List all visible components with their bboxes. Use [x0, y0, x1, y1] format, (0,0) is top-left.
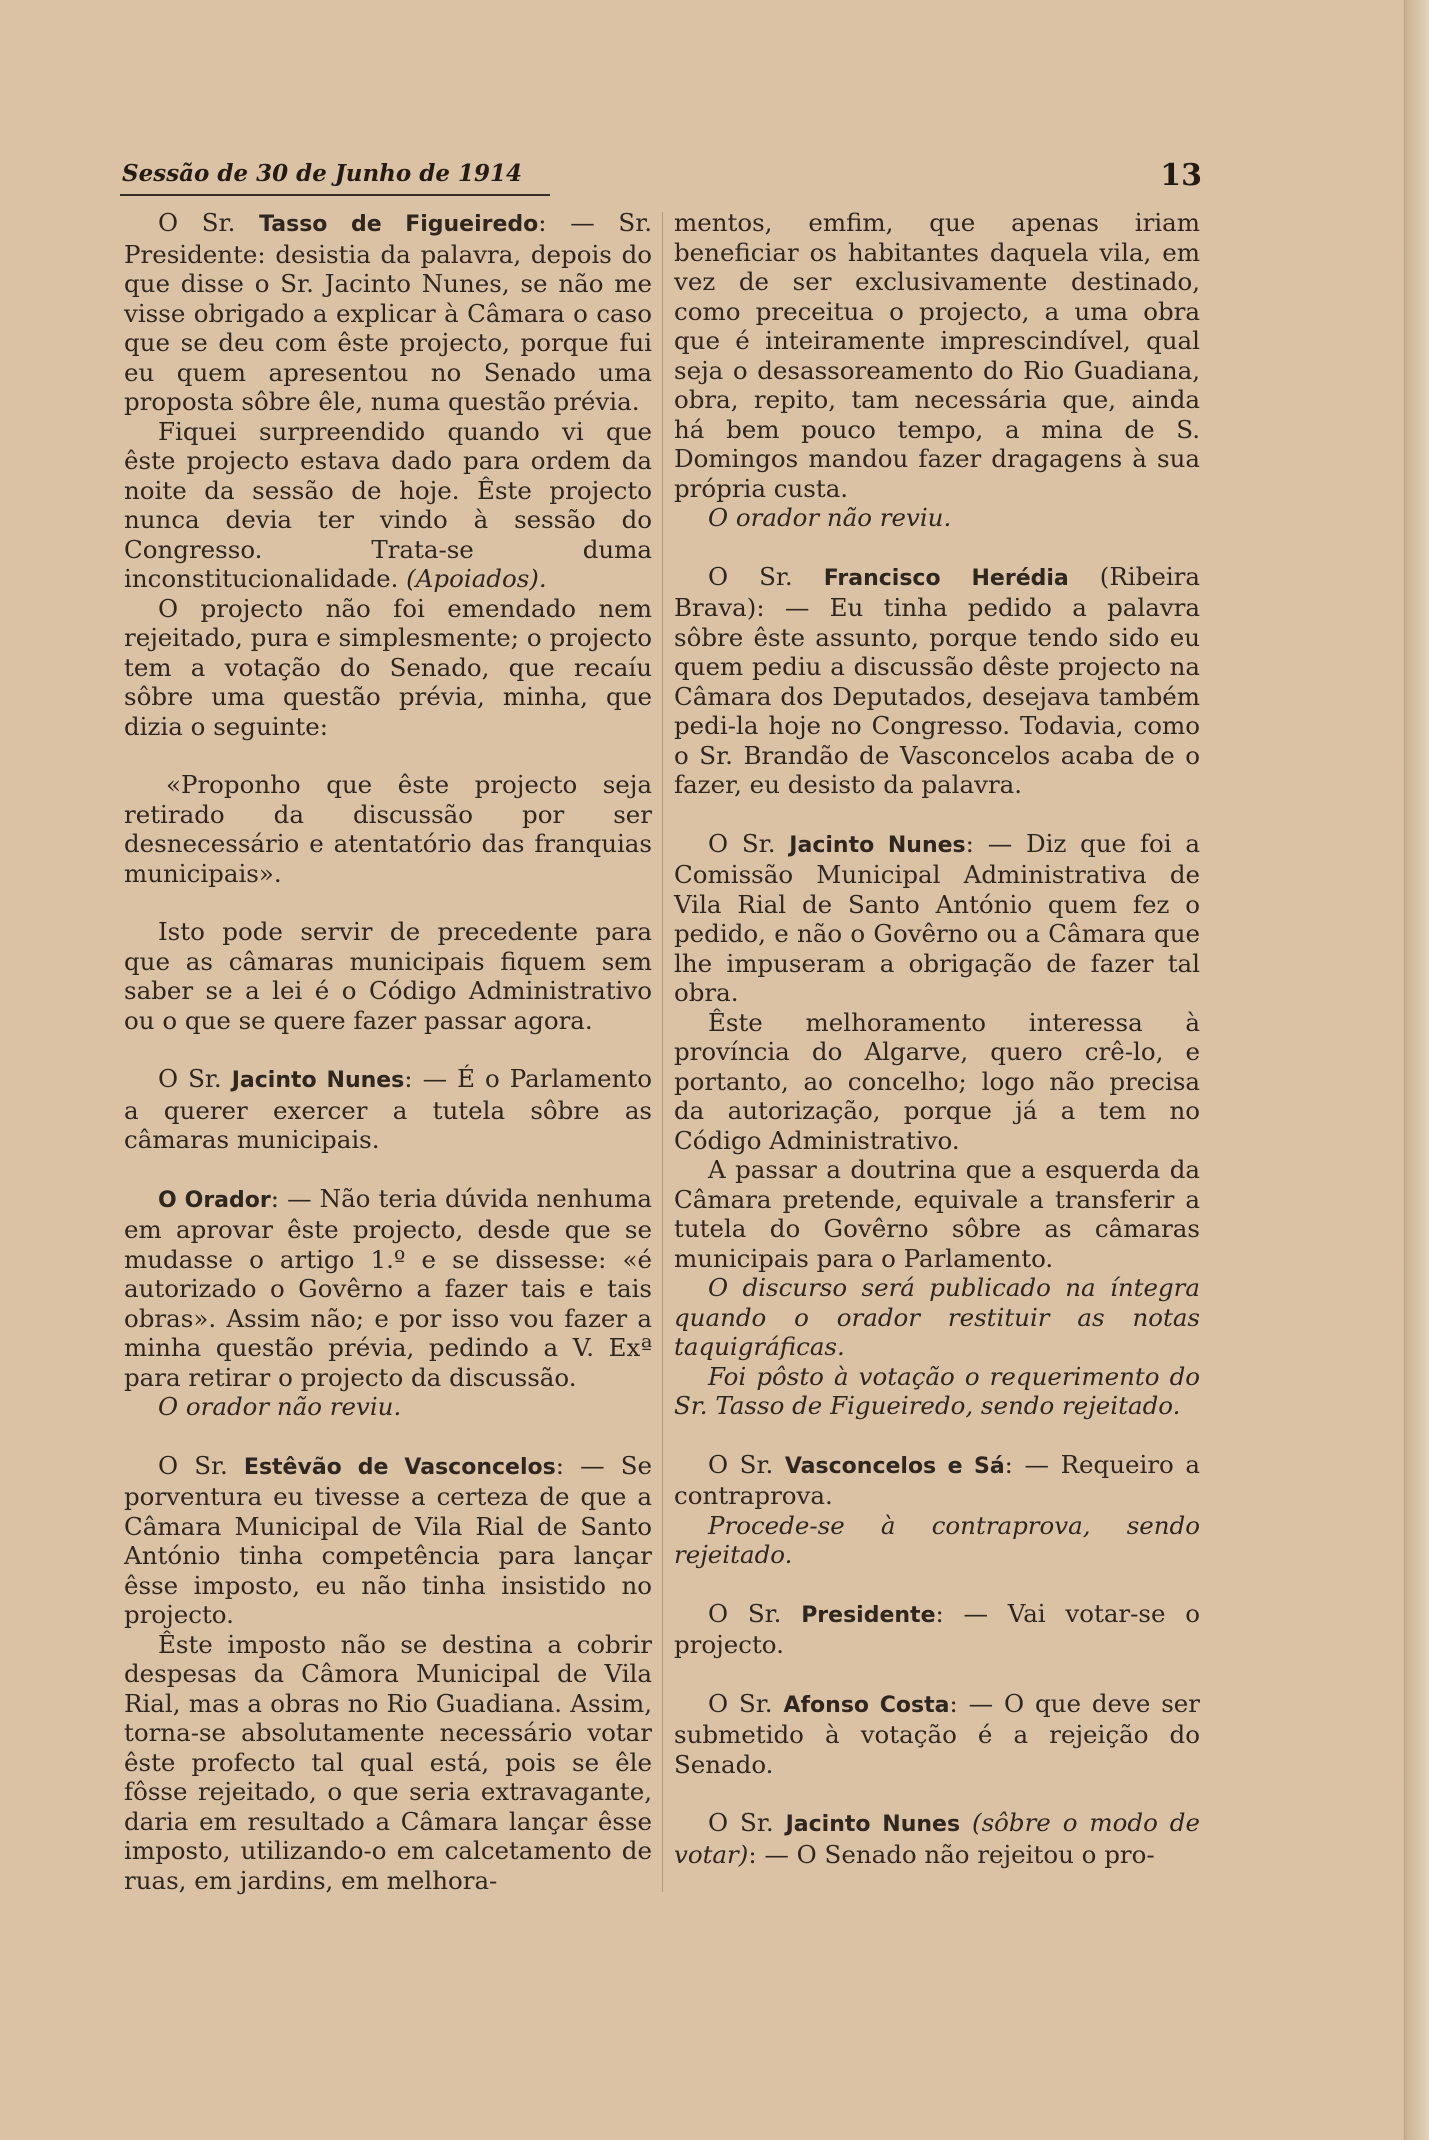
speaker-name: Jacinto Nunes — [789, 832, 966, 858]
speech-text: : — Sr. Presidente: desistia da palavra, depois do que disse o Sr. Jacinto Nunes, se não me visse obrigado a explicar à Câmara o caso que se deu com êste projecto, porque fui eu quem apresentou no Senado uma proposta sôbre êle, numa questão prévia. — [124, 208, 653, 416]
editorial-note: Procede-se à contraprova, sendo rejeitado. — [674, 1510, 1200, 1569]
speech-text: (Ribeira Brava): — Eu tinha pedido a palavra sôbre êste assunto, porque tendo sido eu quem pediu a discussão dêste projecto na Câmara dos Deputados, desejava também pedi-la hoje no Congresso. Todavia, como o Sr. Brandão de Vasconcelos acaba de o fazer, eu desisto da palavra. — [674, 561, 1200, 799]
speech-vasconcelos-e-sa — [674, 1450, 1200, 1511]
page-number: 13 — [1160, 158, 1202, 193]
speaker-name: Francisco Herédia — [823, 565, 1069, 591]
speaker-name: Estêvão de Vasconcelos — [243, 1454, 556, 1480]
speaker-name: Jacinto Nunes — [231, 1068, 405, 1093]
interjection: (Apoiados). — [406, 564, 547, 593]
speech-estevao-vasconcelos — [124, 1451, 652, 1630]
speaker-name: Jacinto Nunes — [785, 1812, 961, 1837]
speech-tasso-figueiredo — [124, 208, 652, 417]
speech-jacinto-nunes-vote — [674, 1808, 1200, 1869]
speech-presidente — [674, 1599, 1200, 1660]
editorial-note: O orador não reviu. — [708, 503, 952, 532]
speaker-name: Presidente — [801, 1602, 936, 1628]
speaker-prefix: O Sr. — [708, 1688, 773, 1718]
speaker-prefix: O Sr. — [158, 1064, 222, 1093]
column-divider — [662, 212, 663, 1892]
speaker-prefix: O Sr. — [708, 1449, 774, 1479]
speaker-name: Afonso Costa — [783, 1692, 950, 1718]
speech-afonso-costa — [674, 1689, 1200, 1780]
speaker-name: Tasso de Figueiredo — [259, 212, 539, 237]
paragraph: A passar a doutrina que a esquerda da Câmara pretende, equivale a transferir a tutela do Govêrno sôbre as câmaras municipais para o Parlamento. — [674, 1155, 1200, 1273]
speaker-name: Vasconcelos e Sá — [784, 1453, 1005, 1479]
speech-text: : — O Senado não rejeitou o pro- — [748, 1839, 1155, 1869]
speech-text: : — É o Parlamento a querer exercer a tutela sôbre as câmaras municipais. — [124, 1064, 653, 1154]
speech-jacinto-nunes — [674, 829, 1200, 1008]
paragraph: Isto pode servir de precedente para que as câmaras municipais fiquem sem saber se a lei é o Código Administrativo ou o que se quere fazer passar agora. — [124, 917, 652, 1035]
speech-text: : — O que deve ser submetido à votação é a rejeição do Senado. — [674, 1688, 1201, 1779]
paragraph: Êste imposto não se destina a cobrir despesas da Câmora Municipal de Vila Rial, mas a obras no Rio Guadiana. Assim, torna-se absolutamente necessário votar êste profecto tal qual está, pois se êle fôsse rejeitado, o que seria extravagante, daria em resultado a Câmara lançar êsse imposto, utilizando-o em calcetamento de ruas, em jardins, em melhora- — [124, 1629, 652, 1895]
speech-text: : — Se porventura eu tivesse a certeza de que a Câmara Municipal de Vila Rial de Santo António tinha competência para lançar êsse imposto, eu não tinha insistido no projecto. — [124, 1450, 652, 1629]
speech-orador — [124, 1184, 652, 1393]
speaker-prefix: O Sr. — [708, 1598, 782, 1628]
page-header — [120, 158, 1202, 206]
speaker-prefix: O Sr. — [708, 1808, 774, 1837]
running-head: Sessão de 30 de Junho de 1914 — [122, 160, 522, 187]
speech-text: : — Requeiro a contraprova. — [674, 1449, 1200, 1510]
speaker-prefix: O Sr. — [708, 828, 776, 858]
paragraph-text: Fiquei surpreendido quando vi que êste projecto estava dado para ordem da noite da sessão de hoje. Êste projecto nunca devia ter vindo à sessão do Congresso. Trata-se duma inconstitucionalidade. — [124, 416, 652, 593]
speaker-name: O Orador — [158, 1187, 271, 1213]
left-column — [124, 208, 652, 1895]
speaker-prefix: O Sr. — [158, 1450, 228, 1480]
speech-text: : — Não teria dúvida nenhuma em aprovar êste projecto, desde que se mudasse o artigo 1.º e se dissesse: «é autorizado o Govêrno a fazer tais e tais obras». Assim não; e por isso vou fazer a minha questão prévia, pedindo a V. Exª para retirar o projecto da discussão. — [124, 1183, 652, 1392]
editorial-note: O orador não reviu. — [158, 1392, 402, 1421]
editorial-note: Foi pôsto à votação o requerimento do Sr. Tasso de Figueiredo, sendo rejeitado. — [674, 1361, 1200, 1420]
paragraph: O projecto não foi emendado nem rejeitado, pura e simplesmente; o projecto tem a votação do Senado, que recaíu sôbre uma questão prévia, minha, que dizia o seguinte: — [124, 593, 652, 741]
speech-jacinto-nunes — [124, 1064, 652, 1155]
paragraph-continued: mentos, emfim, que apenas iriam beneficiar os habitantes daquela vila, em vez de ser exclusivamente destinado, como preceitua o projecto, a uma obra que é inteiramente imprescindível, qual seja o desassoreamento do Rio Guadiana, obra, repito, tam necessária que, ainda há bem pouco tempo, a mina de S. Domingos mandou fazer dragagens à sua própria custa. — [674, 208, 1200, 503]
quoted-motion: «Proponho que êste projecto seja retirado da discussão por ser desnecessário e atentatório das franquias municipais». — [124, 770, 652, 888]
speech-francisco-heredia — [674, 562, 1200, 800]
header-rule — [120, 194, 550, 196]
right-column — [674, 208, 1200, 1869]
speaker-prefix: O Sr. — [708, 561, 793, 591]
page-edge — [1404, 0, 1429, 2140]
paragraph: Êste melhoramento interessa à província do Algarve, quero crê-lo, e portanto, ao concelho; logo não precisa da autorização, porque já a tem no Código Administrativo. — [674, 1007, 1200, 1155]
speech-text: : — Vai votar-se o projecto. — [674, 1598, 1200, 1659]
speech-text: : — Diz que foi a Comissão Municipal Administrativa de Vila Rial de Santo António quem fez o pedido, e não o Govêrno ou a Câmara que lhe impuseram a obrigação de fazer tal obra. — [674, 828, 1201, 1007]
speaker-prefix: O Sr. — [158, 208, 236, 237]
speech-qualifier: (sôbre o modo de votar) — [674, 1808, 1200, 1869]
editorial-note: O discurso será publicado na íntegra quando o orador restituir as notas taquigráficas. — [674, 1273, 1200, 1361]
paragraph — [124, 417, 652, 594]
